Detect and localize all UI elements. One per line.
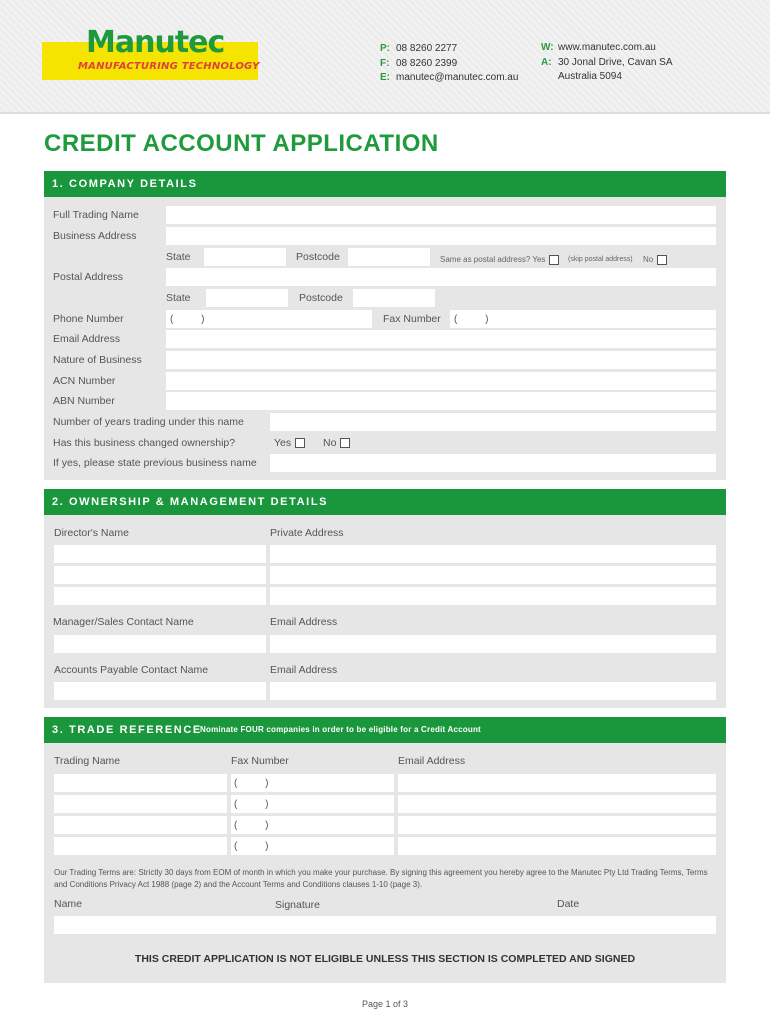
nature-of-business-field[interactable] <box>166 351 716 369</box>
page-number: Page 1 of 3 <box>361 999 409 1009</box>
years-trading-field[interactable] <box>270 413 716 431</box>
accounts-email-label: Email Address <box>270 664 338 676</box>
trade-fax-brackets-2: ( ) <box>234 799 269 810</box>
postal-state-field[interactable] <box>206 289 288 307</box>
same-as-postal-label <box>440 253 559 266</box>
business-address-field[interactable] <box>166 227 716 245</box>
same-as-postal-no-text: No <box>643 255 654 264</box>
same-as-postal-no-checkbox[interactable] <box>657 255 667 265</box>
accounts-contact-label: Accounts Payable Contact Name <box>54 664 209 676</box>
trade-name-field-3[interactable] <box>54 816 227 834</box>
logo-wordmark: Manutec <box>86 25 225 60</box>
postal-postcode-label: Postcode <box>299 292 343 304</box>
postal-address-label: Postal Address <box>53 271 124 283</box>
changed-ownership-label: Has this business changed ownership? <box>53 437 236 449</box>
eligibility-warning: THIS CREDIT APPLICATION IS NOT ELIGIBLE UNLESS THIS SECTION IS COMPLETED AND SIGNED <box>134 953 636 965</box>
changed-ownership-yes-checkbox[interactable] <box>295 438 305 448</box>
section-3-title: 3. TRADE REFERENCE <box>52 724 202 736</box>
director-name-field-3[interactable] <box>54 587 266 605</box>
trade-email-field-3[interactable] <box>398 816 716 834</box>
director-address-field-1[interactable] <box>270 545 716 563</box>
director-name-field-2[interactable] <box>54 566 266 584</box>
manager-email-label: Email Address <box>270 616 338 628</box>
company-address-line2: Australia 5094 <box>558 71 622 82</box>
director-address-field-2[interactable] <box>270 566 716 584</box>
business-state-label: State <box>166 251 191 263</box>
section-3-header <box>44 717 726 743</box>
changed-ownership-yes-text: Yes <box>274 437 292 449</box>
previous-name-field[interactable] <box>270 454 716 472</box>
page-title: CREDIT ACCOUNT APPLICATION <box>44 130 439 157</box>
full-trading-name-field[interactable] <box>166 206 716 224</box>
postal-address-field[interactable] <box>166 268 716 286</box>
trade-email-field-1[interactable] <box>398 774 716 792</box>
full-trading-name-label: Full Trading Name <box>53 209 139 221</box>
signature-label: Signature <box>275 899 320 911</box>
company-website: www.manutec.com.au <box>558 42 656 53</box>
years-trading-label: Number of years trading under this name <box>53 416 244 428</box>
business-postcode-label: Postcode <box>296 251 340 263</box>
date-label: Date <box>557 898 580 910</box>
business-postcode-field[interactable] <box>348 248 430 266</box>
same-as-postal-no-label <box>643 253 667 266</box>
trade-name-field-4[interactable] <box>54 837 227 855</box>
previous-name-label: If yes, please state previous business name <box>53 457 257 469</box>
trade-email-field-2[interactable] <box>398 795 716 813</box>
section-1-header <box>44 171 726 197</box>
changed-ownership-no-text: No <box>323 437 337 449</box>
signatory-name-label: Name <box>54 898 83 910</box>
director-name-field-1[interactable] <box>54 545 266 563</box>
ownership-section <box>44 515 726 708</box>
trade-fax-brackets-1: ( ) <box>234 778 269 789</box>
changed-ownership-yes <box>274 437 305 450</box>
address-label: A: <box>541 57 552 68</box>
trade-email-field-4[interactable] <box>398 837 716 855</box>
name-signature-date-field[interactable] <box>54 916 716 934</box>
trade-name-field-2[interactable] <box>54 795 227 813</box>
fax-label: F: <box>380 58 390 69</box>
phone-label: P: <box>380 43 390 54</box>
phone-area-code-brackets: ( ) <box>170 314 205 325</box>
trade-fax-brackets-3: ( ) <box>234 820 269 831</box>
fax-number-field[interactable] <box>450 310 716 328</box>
same-as-postal-text: Same as postal address? Yes <box>440 255 546 264</box>
acn-number-field[interactable] <box>166 372 716 390</box>
nature-of-business-label: Nature of Business <box>53 354 142 366</box>
accounts-contact-field[interactable] <box>54 682 266 700</box>
trade-fax-label: Fax Number <box>231 755 289 767</box>
manager-contact-label: Manager/Sales Contact Name <box>53 616 194 628</box>
company-email: manutec@manutec.com.au <box>396 72 519 83</box>
section-2-title: 2. OWNERSHIP & MANAGEMENT DETAILS <box>52 496 329 508</box>
company-address-line1: 30 Jonal Drive, Cavan SA <box>558 57 673 68</box>
same-as-postal-yes-checkbox[interactable] <box>549 255 559 265</box>
company-fax: 08 8260 2399 <box>396 58 458 69</box>
changed-ownership-no <box>323 437 350 450</box>
trade-reference-note: Nominate FOUR companies in order to be eligible for a Credit Account <box>200 725 481 734</box>
changed-ownership-no-checkbox[interactable] <box>340 438 350 448</box>
skip-postal-note: (skip postal address) <box>568 256 633 263</box>
trading-name-label: Trading Name <box>54 755 121 767</box>
abn-number-field[interactable] <box>166 392 716 410</box>
email-address-label: Email Address <box>53 333 121 345</box>
manager-email-field[interactable] <box>270 635 716 653</box>
postal-state-label: State <box>166 292 191 304</box>
directors-name-label: Director's Name <box>54 527 129 539</box>
trade-name-field-1[interactable] <box>54 774 227 792</box>
section-2-header <box>44 489 726 515</box>
fax-area-code-brackets: ( ) <box>454 314 489 325</box>
business-address-label: Business Address <box>53 230 137 242</box>
postal-postcode-field[interactable] <box>353 289 435 307</box>
manager-contact-field[interactable] <box>54 635 266 653</box>
trade-email-label: Email Address <box>398 755 466 767</box>
accounts-email-field[interactable] <box>270 682 716 700</box>
abn-number-label: ABN Number <box>53 395 115 407</box>
email-label: E: <box>380 72 390 83</box>
logo-tagline: MANUFACTURING TECHNOLOGY <box>78 61 260 72</box>
private-address-label: Private Address <box>270 527 344 539</box>
director-address-field-3[interactable] <box>270 587 716 605</box>
section-1-title: 1. COMPANY DETAILS <box>52 178 198 190</box>
web-label: W: <box>541 42 554 53</box>
business-state-field[interactable] <box>204 248 286 266</box>
acn-number-label: ACN Number <box>53 375 116 387</box>
phone-number-label: Phone Number <box>53 313 124 325</box>
trading-terms-text: Our Trading Terms are: Strictly 30 days from EOM of month in which you make your purchase. By signing this agreement you hereby agree to the Manutec Pty Ltd Trading Terms, Terms and Conditions Privacy Act 1988 (page 2) and the Account Terms and Conditions clauses 1-10 (page 3). <box>54 868 708 889</box>
trade-fax-brackets-4: ( ) <box>234 841 269 852</box>
email-address-field[interactable] <box>166 330 716 348</box>
fax-number-label: Fax Number <box>383 313 441 325</box>
company-phone: 08 8260 2277 <box>396 43 458 54</box>
